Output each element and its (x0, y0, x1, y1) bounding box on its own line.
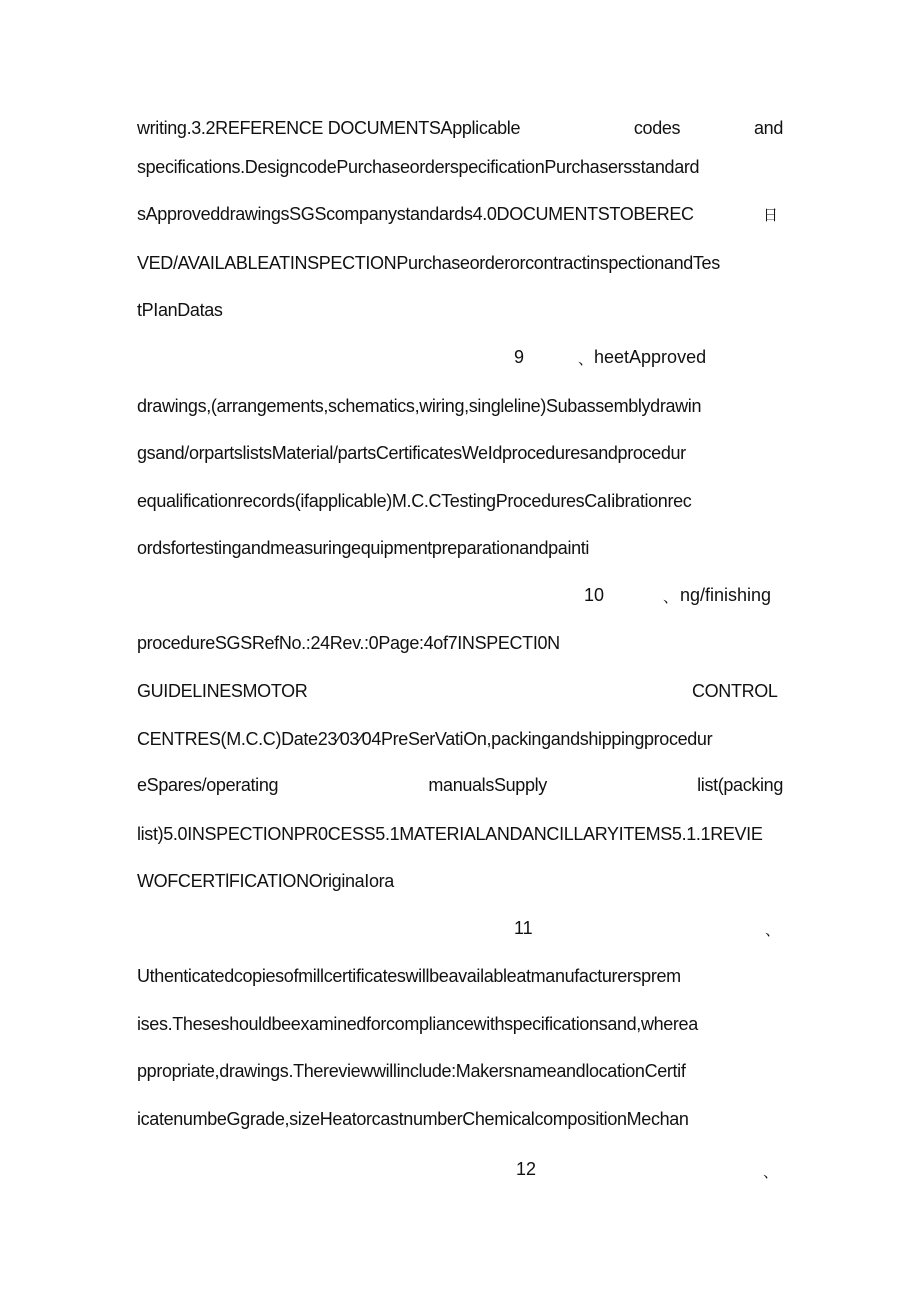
text-line-13-a: GUIDELINESMOTOR (137, 681, 308, 701)
glyph-mark: 日 (763, 207, 779, 224)
text-line-1 (137, 116, 783, 140)
text-line-11: ng/finishing (680, 585, 772, 605)
text-line-15-a: eSpares/operating (137, 775, 279, 795)
text-line-2: specifications.DesigncodePurchaseorderspecificationPurchasersstandard (137, 157, 700, 177)
text-line-1-a: writing.3.2REFERENCE DOCUMENTSApplicable (137, 118, 521, 138)
text-line-19: Uthenticatedcopiesofmillcertificateswillbeavailableatmanufacturersprem (137, 966, 681, 986)
list-separator: 、 (663, 589, 679, 606)
text-line-13-b: CONTROL (692, 681, 778, 701)
page-number-11: 11 (514, 918, 533, 938)
text-line-15 (137, 773, 783, 797)
list-separator: 、 (763, 1164, 779, 1181)
text-line-9: equalificationrecords(ifapplicable)M.C.CTestingProceduresCaIibrationrec (137, 491, 692, 511)
text-line-10: ordsfortestingandmeasuringequipmentpreparationandpainti (137, 538, 590, 558)
text-line-15-b: manualsSupply (428, 775, 547, 795)
list-separator: 、 (578, 351, 594, 368)
text-line-12: procedureSGSRefNo.:24Rev.:0Page:4of7INSPECTI0N (137, 633, 560, 653)
text-line-16: list)5.0INSPECTIONPR0CESS5.1MATERIALANDANCILLARYITEMS5.1.1REVIE (137, 824, 763, 844)
text-line-15-c: list(packing (697, 775, 783, 795)
text-line-4: VED/AVAILABLEATINSPECTIONPurchaseorderorcontractinspectionandTes (137, 253, 720, 273)
text-line-14: CENTRES(M.C.C)Date23∕03∕04PreSerVatiOn,packingandshippingprocedur (137, 729, 713, 749)
text-line-6: heetApproved (594, 347, 707, 367)
text-line-8: gsand/orpartslistsMaterial/partsCertificatesWeIdproceduresandprocedur (137, 443, 686, 463)
text-line-7: drawings,(arrangements,schematics,wiring,singleline)Subassemblydrawin (137, 396, 702, 416)
text-line-3: sApproveddrawingsSGScompanystandards4.0DOCUMENTSTOBEREC (137, 204, 694, 224)
text-line-17: WOFCERTlFICATIONOriginaIora (137, 871, 394, 891)
text-line-20: ises.Theseshouldbeexaminedforcompliancewithspecificationsand,wherea (137, 1014, 698, 1034)
page-number-12: 12 (516, 1159, 537, 1179)
list-separator: 、 (765, 922, 781, 939)
text-line-5: tPIanDatas (137, 300, 223, 320)
text-line-22: icatenumbeGgrade,sizeHeatorcastnumberChemicalcompositionMechan (137, 1109, 689, 1129)
text-line-1-b: codes (633, 118, 681, 138)
page-number-9: 9 (514, 347, 525, 367)
text-line-21: ppropriate,drawings.Thereviewwillinclude:MakersnameandlocationCertif (137, 1061, 686, 1081)
page-number-10: 10 (584, 585, 605, 605)
text-line-1-c: and (754, 118, 783, 138)
